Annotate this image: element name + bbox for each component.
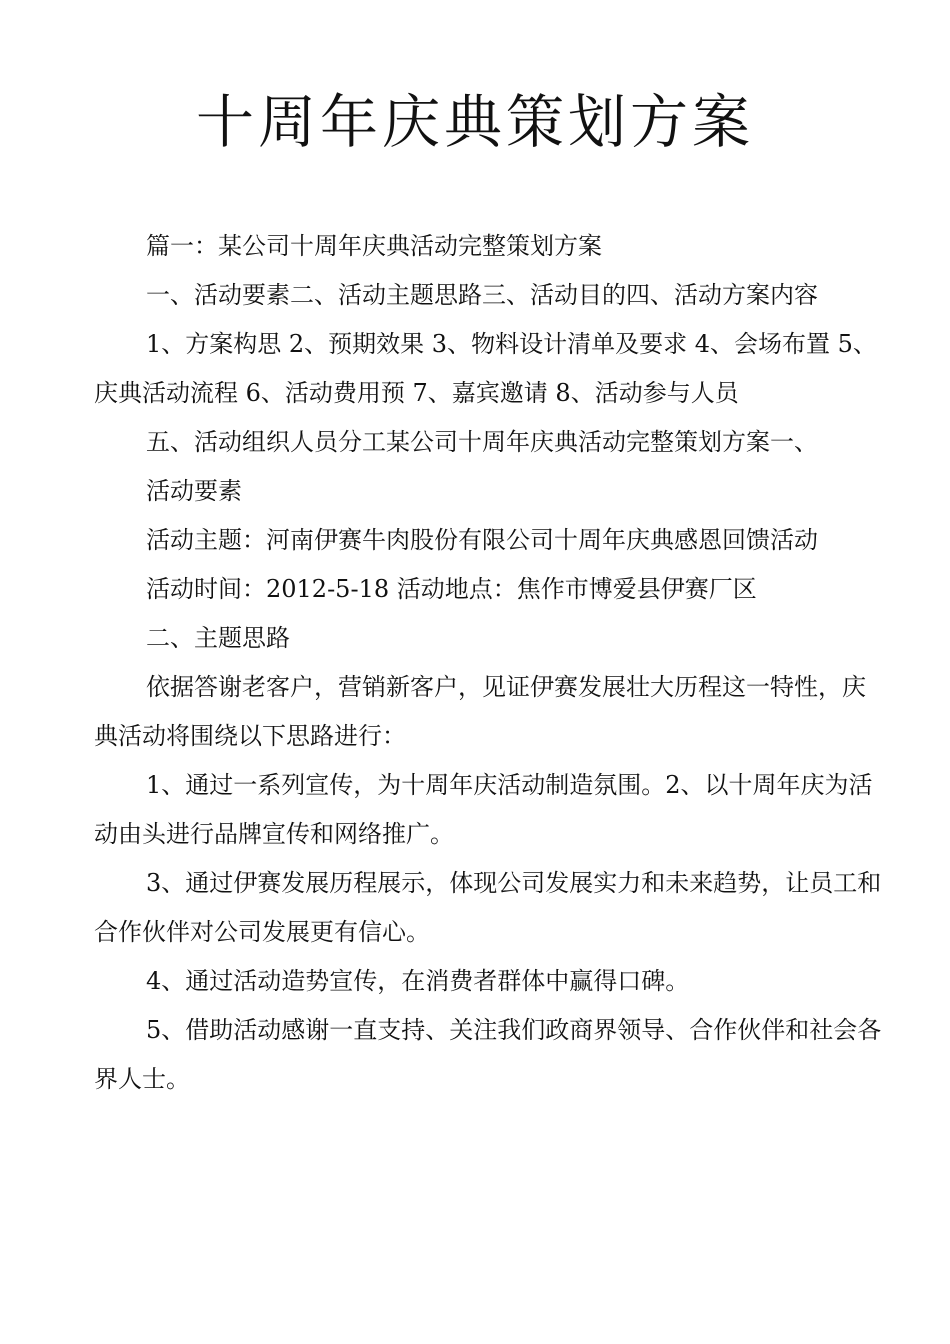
document-title: 十周年庆典策划方案 xyxy=(195,88,754,156)
paragraph-13: 5、借助活动感谢一直支持、关注我们政商界领导、合作伙伴和社会各界人士。 xyxy=(94,1016,882,1093)
paragraph-4: 五、活动组织人员分工某公司十周年庆典活动完整策划方案一、 xyxy=(146,428,818,456)
paragraph-11: 3、通过伊赛发展历程展示，体现公司发展实力和未来趋势，让员工和合作伙伴对公司发展更有信心。 xyxy=(94,869,882,946)
paragraph-8: 二、主题思路 xyxy=(146,624,290,652)
paragraph-3: 1、方案构思 2、预期效果 3、物料设计清单及要求 4、会场布置 5、庆典活动流程 6、活动费用预 7、嘉宾邀请 8、活动参与人员 xyxy=(94,330,877,407)
paragraph-10: 1、通过一系列宣传，为十周年庆活动制造氛围。2、以十周年庆为活动由头进行品牌宣传和网络推广。 xyxy=(94,771,873,848)
paragraph-9: 依据答谢老客户，营销新客户，见证伊赛发展壮大历程这一特性，庆典活动将围绕以下思路进行： xyxy=(94,673,866,750)
paragraph-2: 一、活动要素二、活动主题思路三、活动目的四、活动方案内容 xyxy=(146,281,818,309)
paragraph-6: 活动主题：河南伊赛牛肉股份有限公司十周年庆典感恩回馈活动 xyxy=(146,526,818,554)
paragraph-7: 活动时间：2012-5-18 活动地点：焦作市博爱县伊赛厂区 xyxy=(146,575,757,603)
document-body xyxy=(94,222,884,1104)
paragraph-12: 4、通过活动造势宣传，在消费者群体中赢得口碑。 xyxy=(146,967,690,995)
paragraph-5: 活动要素 xyxy=(146,477,242,505)
paragraph-1: 篇一：某公司十周年庆典活动完整策划方案 xyxy=(146,232,602,260)
